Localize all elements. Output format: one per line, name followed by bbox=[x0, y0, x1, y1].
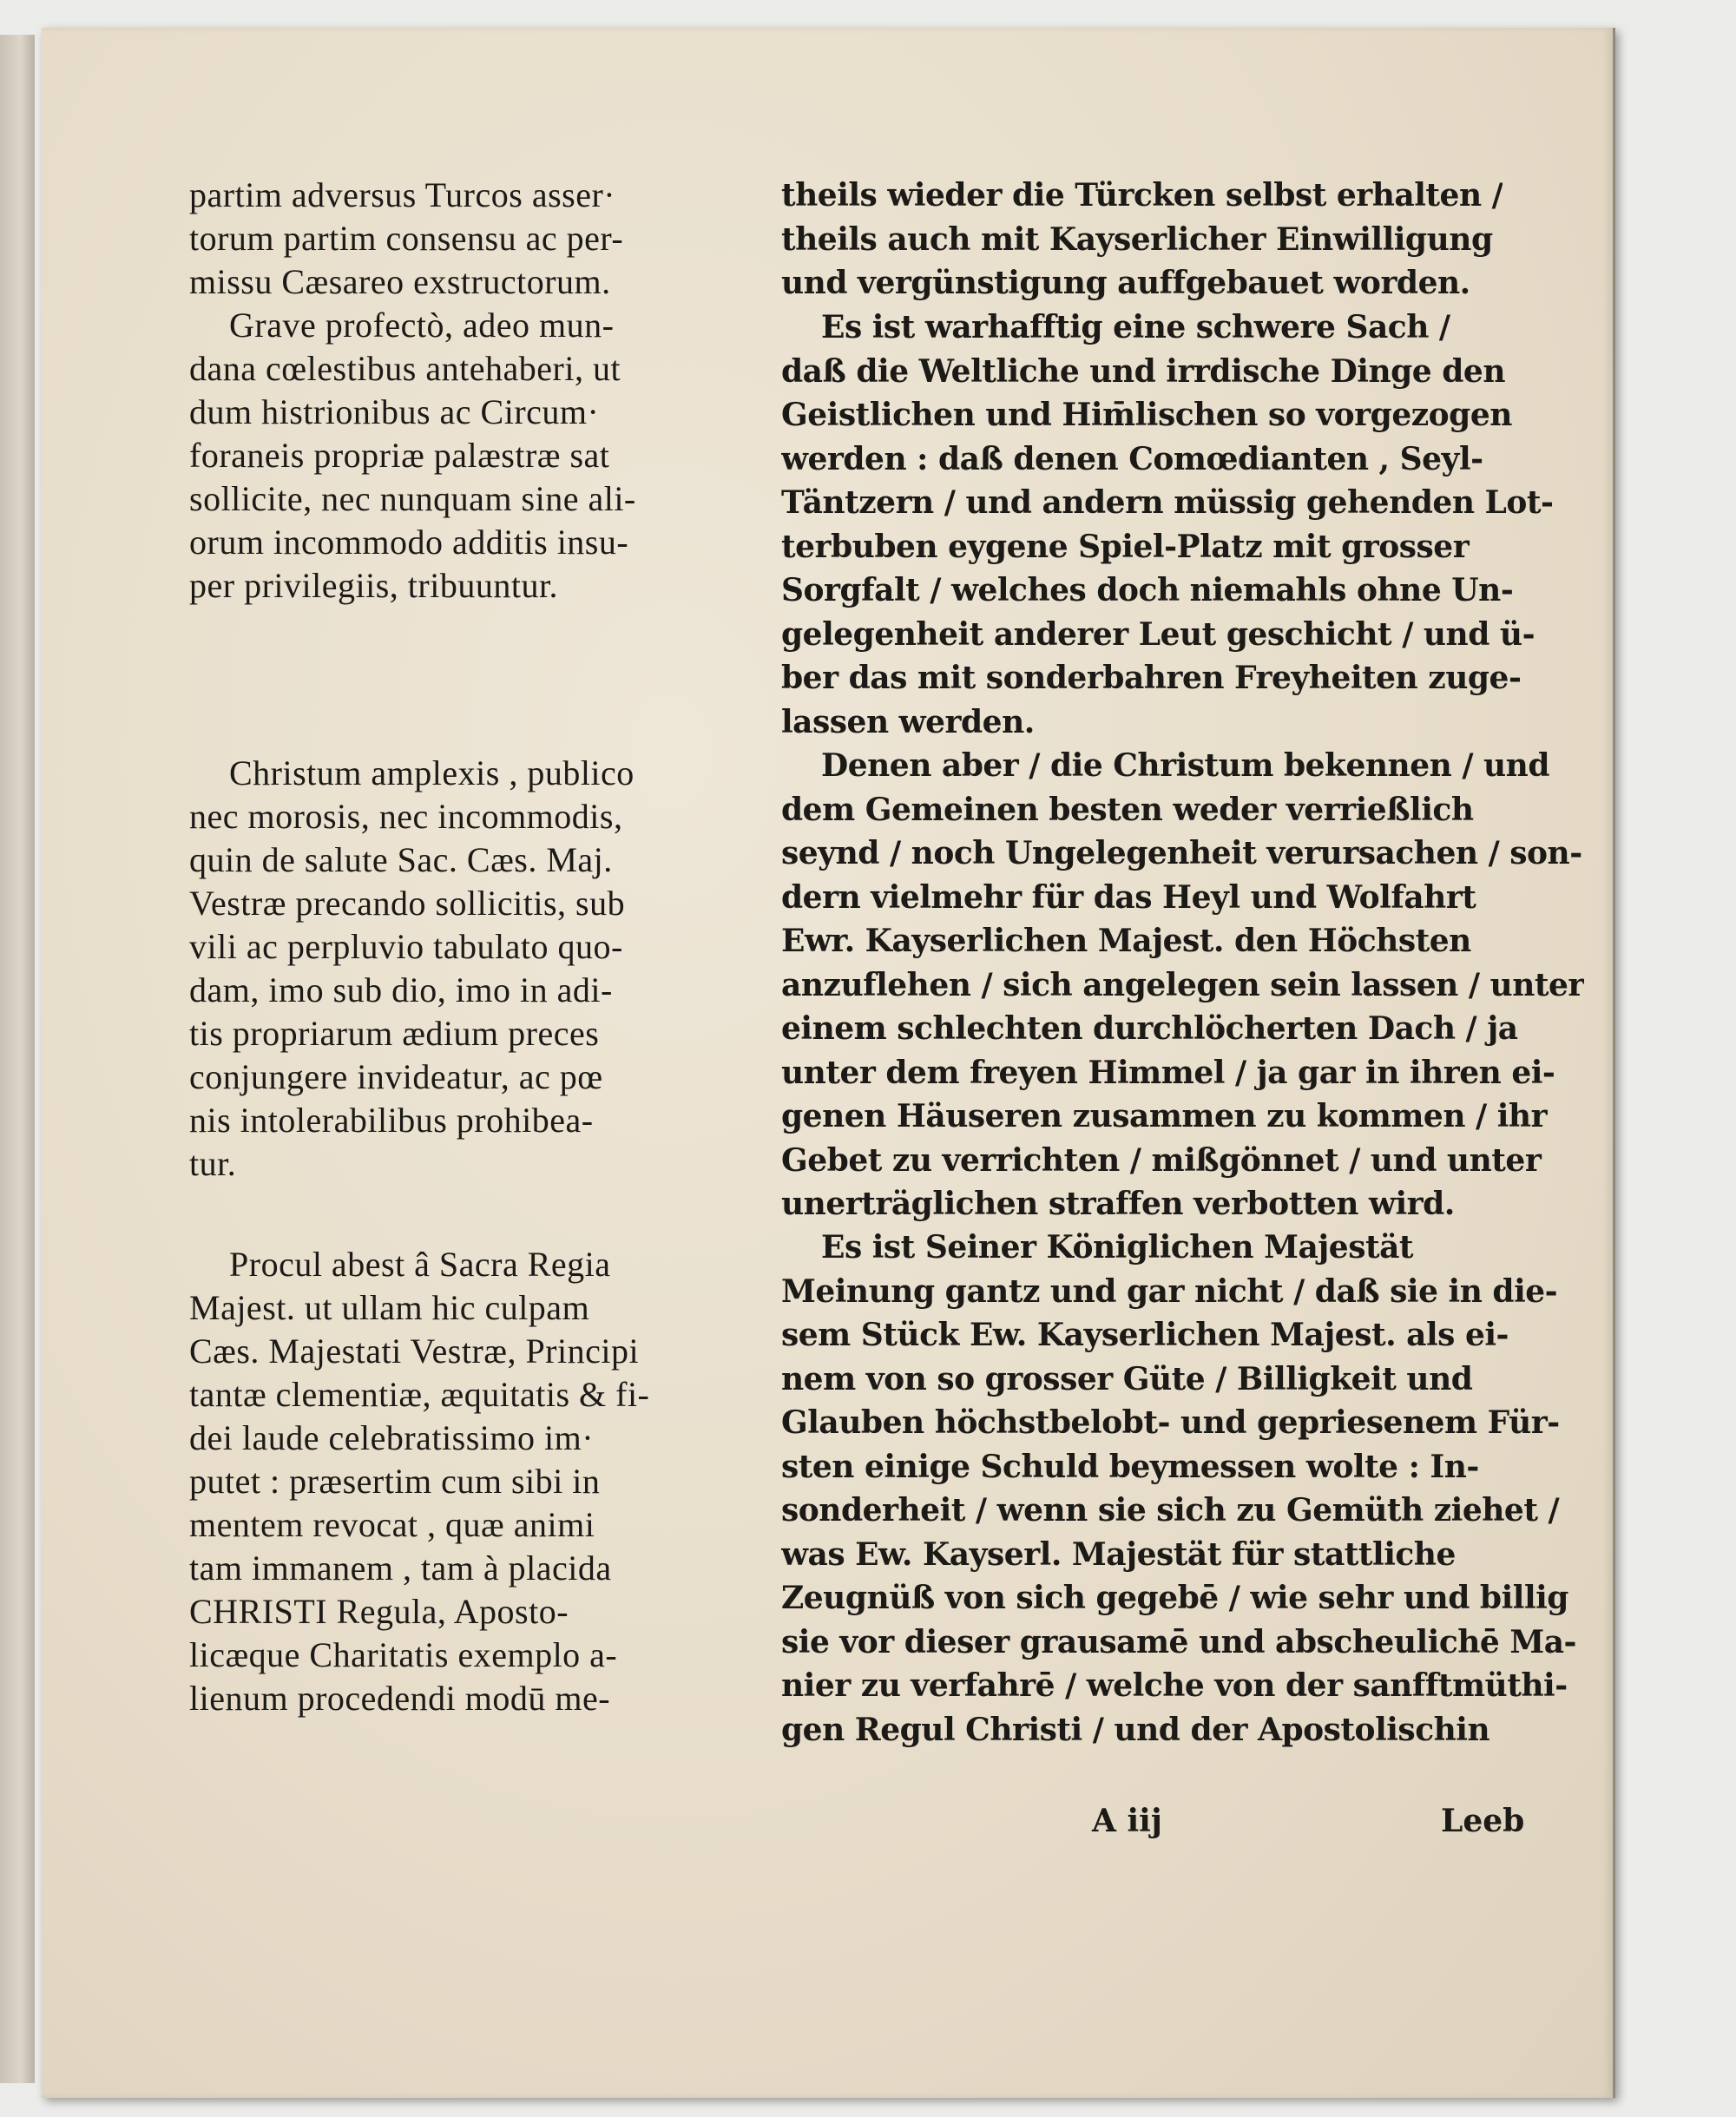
book-page bbox=[42, 28, 1615, 2098]
text-line: dam, imo sub dio, imo in adi- bbox=[189, 970, 613, 1009]
text-line: dum histrionibus ac Circum· bbox=[189, 392, 600, 431]
facing-page-edge bbox=[0, 35, 35, 2083]
text-line: nec morosis, nec incommodis, bbox=[189, 797, 623, 836]
text-line: werden : daß denen Comœdianten , Seyl- bbox=[781, 440, 1483, 477]
latin-paragraph-1 bbox=[189, 174, 623, 304]
text-line: tur. bbox=[189, 1144, 237, 1183]
text-line: Geistlichen und Him̄lischen so vorgezogen bbox=[781, 397, 1512, 433]
text-line: sten einige Schuld beymessen wolte : In- bbox=[781, 1448, 1479, 1485]
text-line: theils wieder die Türcken selbst erhalten / bbox=[781, 177, 1503, 214]
text-line: theils auch mit Kayserlicher Einwilligung bbox=[781, 220, 1493, 258]
text-line: Cæs. Majestati Vestræ, Principi bbox=[189, 1331, 640, 1371]
text-line: tantæ clementiæ, æquitatis & fi- bbox=[189, 1375, 650, 1414]
text-line: dern vielmehr für das Heyl und Wolfahrt bbox=[781, 878, 1476, 916]
text-line: dem Gemeinen besten weder verrießlich bbox=[781, 791, 1474, 828]
german-paragraph-3 bbox=[781, 744, 1584, 1226]
text-line: Grave profectò, adeo mun- bbox=[229, 306, 615, 345]
text-line: CHRISTI Regula, Aposto- bbox=[189, 1592, 569, 1631]
german-paragraph-1 bbox=[781, 174, 1503, 306]
text-line: genen Häuseren zusammen zu kommen / ihr bbox=[781, 1098, 1548, 1134]
latin-paragraph-4 bbox=[189, 1243, 649, 1720]
text-line: unter dem freyen Himmel / ja gar in ihren ei- bbox=[781, 1054, 1555, 1091]
text-line: sollicite, nec nunquam sine ali- bbox=[189, 479, 636, 518]
text-line: gelegenheit anderer Leut geschicht / und ü- bbox=[781, 615, 1535, 653]
text-line: gen Regul Christi / und der Apostolischin bbox=[781, 1711, 1490, 1748]
text-line: Es ist Seiner Königlichen Majestät bbox=[821, 1229, 1414, 1266]
text-line: daß die Weltliche und irrdische Dinge den bbox=[781, 352, 1505, 390]
text-line: vili ac perpluvio tabulato quo- bbox=[189, 927, 623, 966]
text-line: torum partim consensu ac per- bbox=[189, 219, 624, 258]
text-line: Täntzern / und andern müssig gehenden Lot- bbox=[781, 484, 1554, 521]
text-line: was Ew. Kayserl. Majestät für stattliche bbox=[781, 1535, 1456, 1573]
text-line: licæque Charitatis exemplo a- bbox=[189, 1635, 618, 1674]
catchword: Leeb bbox=[1441, 1803, 1525, 1839]
german-paragraph-4 bbox=[781, 1226, 1576, 1752]
german-paragraph-2 bbox=[781, 306, 1553, 744]
text-line: ber das mit sonderbahren Freyheiten zuge- bbox=[781, 660, 1522, 696]
text-line: nier zu verfahrē / welche von der sanfftmüthi- bbox=[781, 1667, 1568, 1704]
text-line: tis propriarum ædium preces bbox=[189, 1014, 600, 1053]
text-line: partim adversus Turcos asser· bbox=[189, 175, 616, 214]
text-line: mentem revocat , quæ animi bbox=[189, 1505, 595, 1544]
text-line: und vergünstigung auffgebauet worden. bbox=[781, 265, 1470, 301]
text-line: Zeugnüß von sich gegebē / wie sehr und billig bbox=[781, 1580, 1568, 1616]
text-line: conjungere invideatur, ac pœ bbox=[189, 1057, 603, 1096]
text-line: sonderheit / wenn sie sich zu Gemüth ziehet / bbox=[781, 1492, 1560, 1529]
text-line: quin de salute Sac. Cæs. Maj. bbox=[189, 840, 613, 879]
text-line: Sorgfalt / welches doch niemahls ohne Un- bbox=[781, 572, 1514, 608]
text-line: dana cœlestibus antehaberi, ut bbox=[189, 349, 621, 388]
text-line: Gebet zu verrichten / mißgönnet / und unter bbox=[781, 1141, 1542, 1179]
text-line: unerträglichen straffen verbotten wird. bbox=[781, 1186, 1455, 1222]
text-line: sem Stück Ew. Kayserlichen Majest. als ei- bbox=[781, 1317, 1509, 1353]
latin-paragraph-2 bbox=[189, 304, 636, 608]
text-line: Es ist warhafftig eine schwere Sach / bbox=[821, 309, 1450, 345]
signature-mark: A iij bbox=[1092, 1803, 1162, 1839]
text-line: Majest. ut ullam hic culpam bbox=[189, 1288, 590, 1327]
text-line: Denen aber / die Christum bekennen / und bbox=[821, 747, 1550, 784]
text-line: lassen werden. bbox=[781, 703, 1035, 740]
text-line: Ewr. Kayserlichen Majest. den Höchsten bbox=[781, 923, 1471, 959]
text-line: anzuflehen / sich angelegen sein lassen / unter bbox=[781, 966, 1584, 1003]
text-line: Meinung gantz und gar nicht / daß sie in die- bbox=[781, 1272, 1558, 1310]
text-line: tam immanem , tam à placida bbox=[189, 1548, 612, 1588]
text-line: sie vor dieser grausamē und abscheulichē Ma- bbox=[781, 1623, 1576, 1660]
latin-paragraph-3 bbox=[189, 752, 635, 1186]
text-line: Vestræ precando sollicitis, sub bbox=[189, 884, 626, 923]
text-line: nem von so grosser Güte / Billigkeit und bbox=[781, 1360, 1473, 1397]
text-line: missu Cæsareo exstructorum. bbox=[189, 262, 611, 301]
text-line: lienum procedendi modū me- bbox=[189, 1679, 611, 1718]
text-line: Procul abest â Sacra Regia bbox=[229, 1245, 611, 1284]
text-line: seynd / noch Ungelegenheit verursachen / son- bbox=[781, 835, 1582, 871]
text-line: nis intolerabilibus prohibea- bbox=[189, 1101, 594, 1140]
text-line: einem schlechten durchlöcherten Dach / ja bbox=[781, 1010, 1518, 1047]
text-line: putet : præsertim cum sibi in bbox=[189, 1462, 601, 1501]
text-line: orum incommodo additis insu- bbox=[189, 523, 629, 562]
text-line: foraneis propriæ palæstræ sat bbox=[189, 436, 610, 475]
text-line: dei laude celebratissimo im· bbox=[189, 1418, 595, 1457]
text-line: Glauben höchstbelobt- und gepriesenem Für- bbox=[781, 1404, 1560, 1441]
text-line: Christum amplexis , publico bbox=[229, 753, 635, 792]
text-line: per privilegiis, tribuuntur. bbox=[189, 566, 559, 605]
text-line: terbuben eygene Spiel-Platz mit grosser bbox=[781, 528, 1470, 565]
